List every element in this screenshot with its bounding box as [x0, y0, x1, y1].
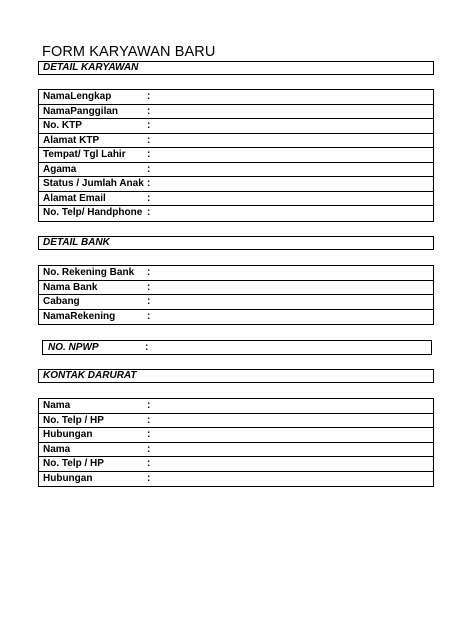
field-separator: :	[147, 178, 151, 189]
field-row-no-telp-hp-2[interactable]	[39, 457, 433, 472]
field-row-nama-1[interactable]	[39, 399, 433, 414]
field-label: Alamat Email	[43, 192, 106, 204]
field-separator: :	[147, 400, 151, 411]
field-label: No. Telp / HP	[43, 414, 104, 426]
field-separator: :	[147, 163, 151, 175]
field-label: NamaRekening	[43, 310, 116, 322]
field-row-nama-lengkap[interactable]	[39, 90, 433, 105]
field-label: No. Telp/ Handphone	[43, 207, 143, 218]
field-label: Tempat/ Tgl Lahir	[43, 149, 126, 160]
field-label: NamaPanggilan	[43, 105, 119, 117]
field-label: No. Telp / HP	[43, 458, 104, 469]
field-row-alamat-email[interactable]	[39, 192, 433, 207]
field-separator: :	[147, 192, 151, 204]
npwp-label: NO. NPWP	[48, 342, 99, 353]
field-separator: :	[147, 134, 151, 146]
kontak-darurat-table	[38, 398, 434, 487]
field-separator: :	[147, 310, 151, 322]
field-separator: :	[147, 120, 151, 131]
field-separator: :	[147, 296, 151, 307]
field-row-no-telp-handphone[interactable]	[39, 206, 433, 221]
field-row-no-rekening-bank[interactable]	[39, 266, 433, 281]
field-label: Nama Bank	[43, 281, 98, 293]
field-separator: :	[147, 472, 151, 484]
field-row-status-jumlah-anak[interactable]	[39, 177, 433, 192]
field-row-nama-panggilan[interactable]	[39, 105, 433, 120]
field-row-cabang[interactable]	[39, 295, 433, 310]
detail-karyawan-table	[38, 89, 434, 222]
section-heading-detail-bank: DETAIL BANK	[38, 236, 434, 250]
field-label: Cabang	[43, 296, 80, 307]
field-label: Nama	[43, 400, 71, 411]
field-row-hubungan-2[interactable]	[39, 472, 433, 487]
field-row-alamat-ktp[interactable]	[39, 134, 433, 149]
field-separator: :	[147, 443, 151, 455]
field-label: Agama	[43, 163, 77, 175]
detail-bank-table	[38, 265, 434, 325]
field-row-nama-2[interactable]	[39, 443, 433, 458]
field-row-nama-bank[interactable]	[39, 281, 433, 296]
field-row-nama-rekening[interactable]	[39, 310, 433, 325]
field-separator: :	[147, 149, 151, 160]
field-label: Status / Jumlah Anak	[43, 178, 144, 189]
field-separator: :	[147, 458, 151, 469]
field-separator: :	[147, 91, 151, 102]
field-separator: :	[147, 267, 151, 278]
field-row-no-ktp[interactable]	[39, 119, 433, 134]
field-separator: :	[147, 207, 151, 218]
field-label: Hubungan	[43, 429, 93, 440]
field-label: No. Rekening Bank	[43, 267, 135, 278]
section-heading-kontak-darurat: KONTAK DARURAT	[38, 369, 434, 383]
field-label: Alamat KTP	[43, 134, 100, 146]
page-title: FORM KARYAWAN BARU	[42, 44, 216, 60]
field-label: NamaLengkap	[43, 91, 112, 102]
field-row-hubungan-1[interactable]	[39, 428, 433, 443]
field-row-tempat-tgl-lahir[interactable]	[39, 148, 433, 163]
section-heading-detail-karyawan: DETAIL KARYAWAN	[38, 61, 434, 75]
field-separator: :	[147, 281, 151, 293]
field-label: Nama	[43, 443, 71, 455]
field-separator: :	[147, 414, 151, 426]
field-separator: :	[147, 105, 151, 117]
field-row-agama[interactable]	[39, 163, 433, 178]
npwp-separator: :	[145, 342, 149, 353]
npwp-field-row[interactable]	[42, 340, 432, 355]
field-label: Hubungan	[43, 472, 93, 484]
field-separator: :	[147, 429, 151, 440]
field-label: No. KTP	[43, 120, 82, 131]
field-row-no-telp-hp-1[interactable]	[39, 414, 433, 429]
